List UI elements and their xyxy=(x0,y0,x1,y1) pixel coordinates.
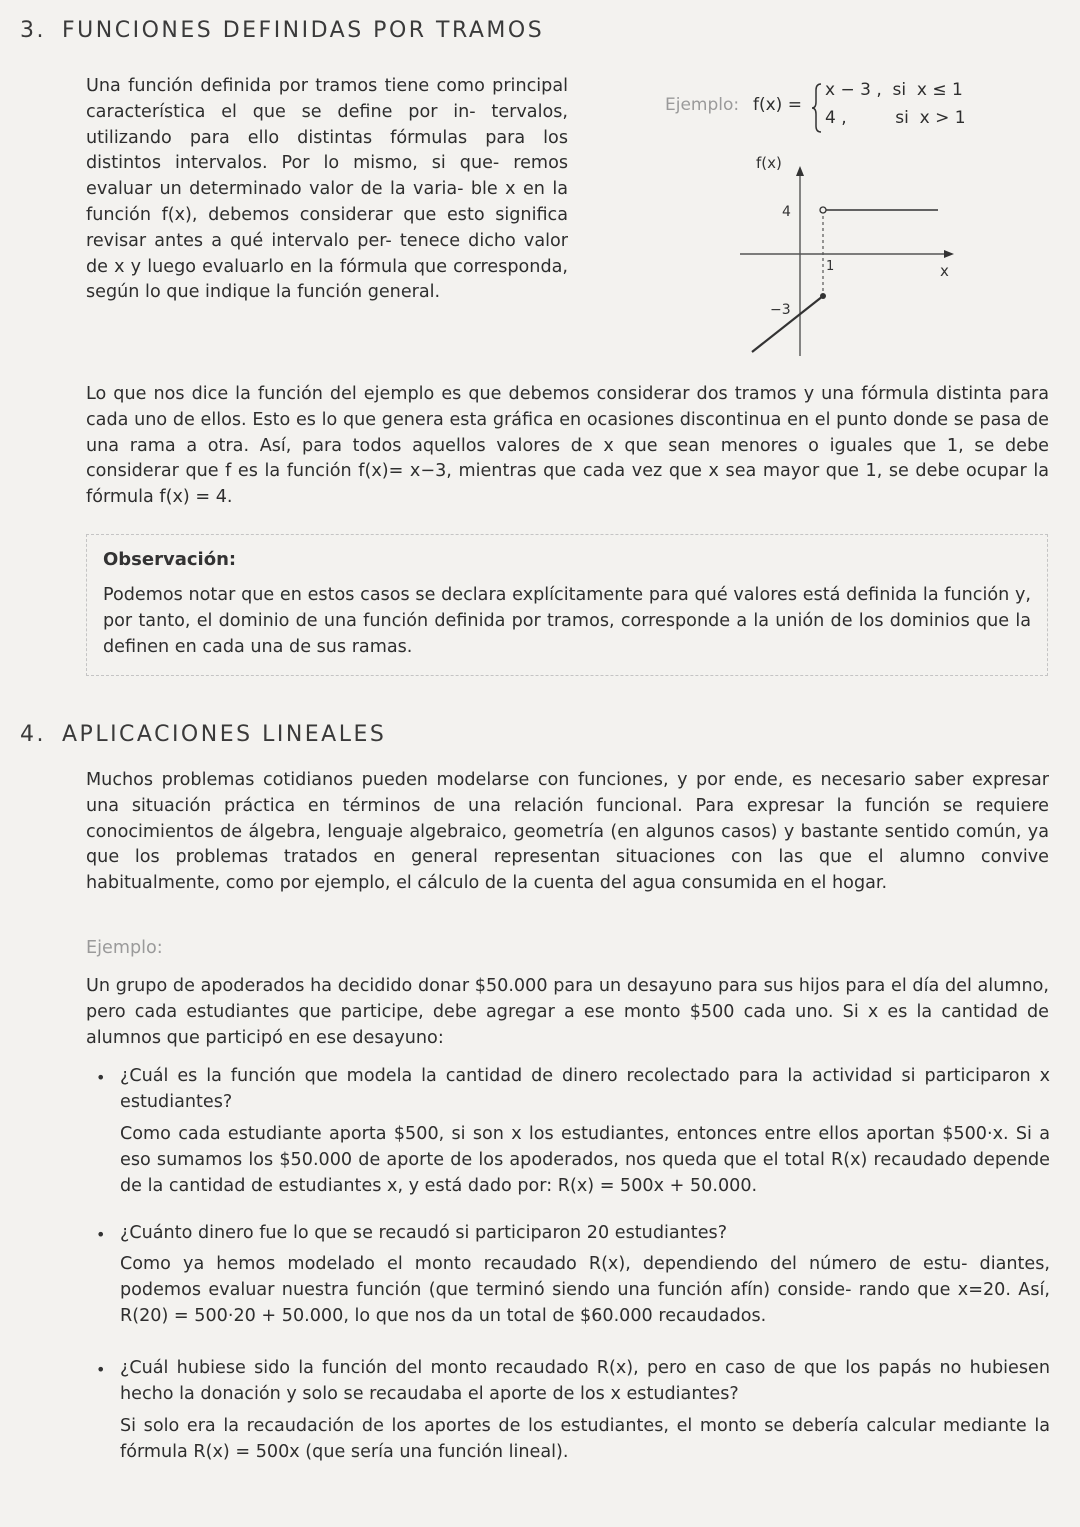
question-1: ¿Cuál es la función que modela la cantidad de dinero recolectado para la actividad si participaron x estudiantes? xyxy=(120,1066,1050,1112)
y-axis-label: f(x) xyxy=(756,154,782,172)
answer-1: Como cada estudiante aporta $500, si son x los estudiantes, entonces entre ellos aportan $500·x. Si a eso sumamos los $50.000 de aporte de los apoderados, nos queda que el total R(x) recaudado depende de la cantidad de estudiantes x, y está dado por: R(x) = 500x + 50.000. xyxy=(120,1124,1050,1196)
function-case-1: x − 3 , si x ≤ 1 xyxy=(825,80,963,100)
tick-x-1: 1 xyxy=(826,259,835,274)
x-axis-arrow-icon xyxy=(944,250,954,258)
section-4-heading xyxy=(20,722,386,747)
function-case-2: 4 , si x > 1 xyxy=(825,108,966,128)
answer-2: Como ya hemos modelado el monto recaudado R(x), dependiendo del número de estu- diantes, podemos evaluar nuestra función (que terminó siendo una función afín) conside- rando que x=20. Así, R(20) = 500·20 + 50.000, lo que nos da un total de $60.000 recaudados. xyxy=(120,1254,1050,1326)
bullet-1: • xyxy=(96,1068,106,1087)
observation-title: Observación: xyxy=(103,549,237,570)
answer-3: Si solo era la recaudación de los aportes de los estudiantes, el monto se debería calcular mediante la fórmula R(x) = 500x (que sería una función lineal). xyxy=(120,1416,1050,1462)
section-4-example-label: Ejemplo: xyxy=(86,938,163,958)
y-axis-arrow-icon xyxy=(796,166,804,176)
left-brace-icon xyxy=(811,82,823,134)
section-3-heading xyxy=(20,18,544,43)
section-4-title: APLICACIONES LINEALES xyxy=(62,722,387,747)
problem-statement: Un grupo de apoderados ha decidido donar $50.000 para un desayuno para sus hijos para el día del alumno, pero cada estudiantes que participe, debe agregar a ese monto $500 cada uno. Si x es la cantidad de alumnos que participó en ese desayuno: xyxy=(86,976,1049,1048)
section-3-explanation: Lo que nos dice la función del ejemplo es que debemos considerar dos tramos y una fórmula distinta para cada uno de ellos. Esto es lo que genera esta gráfica en ocasiones discontinua en el punto donde se pasa de una rama a otra. Así, para todos aquellos valores de x que sean menores o iguales que 1, se debe considerar que f es la función f(x)= x−3, mientras que cada vez que x sea mayor que 1, se debe ocupar la fórmula f(x) = 4. xyxy=(86,384,1049,508)
bullet-2: • xyxy=(96,1225,106,1244)
section-3-title: FUNCIONES DEFINIDAS POR TRAMOS xyxy=(62,18,545,43)
function-lhs: f(x) = xyxy=(753,95,802,115)
section-3-intro: Una función definida por tramos tiene como principal característica el que se define por in- tervalos, utilizando para ello distintas fórmulas para los distintos intervalos. Por lo mismo, si que- remos evaluar un determinado valor de la varia- ble x en la función f(x), debemos considerar que esto significa revisar antes a qué intervalo per- tenece dicho valor de x y luego evaluarlo en la fórmula que corresponda, según lo que indique la función general. xyxy=(86,76,568,303)
example-label: Ejemplo: xyxy=(665,95,740,115)
observation-text: Podemos notar que en estos casos se declara explícitamente para qué valores está definida la función y, por tanto, el dominio de una función definida por tramos, corresponde a la unión de los dominios que la definen en cada una de sus ramas. xyxy=(103,585,1031,657)
observation-box xyxy=(86,534,1048,676)
open-point xyxy=(820,207,826,213)
bullet-3: • xyxy=(96,1360,106,1379)
section-4-intro: Muchos problemas cotidianos pueden modelarse con funciones, y por ende, es necesario saber expresar una situación práctica en términos de una relación funcional. Para expresar la función se requiere conocimientos de álgebra, lenguaje algebraico, geometría (en algunos casos) y bastante sentido común, ya que los problemas tratados en general representan situaciones con las que el alumno convive habitualmente, como por ejemplo, el cálculo de la cuenta del agua consumida en el hogar. xyxy=(86,770,1049,894)
x-axis-label: x xyxy=(940,262,949,280)
question-2: ¿Cuánto dinero fue lo que se recaudó si participaron 20 estudiantes? xyxy=(120,1223,728,1243)
question-3: ¿Cuál hubiese sido la función del monto recaudado R(x), pero en caso de que los papás no hubiesen hecho la donación y solo se recaudaba el aporte de los x estudiantes? xyxy=(120,1358,1050,1404)
section-3-number: 3. xyxy=(20,18,46,43)
tick-y-minus-3: −3 xyxy=(770,302,791,318)
section-4-number: 4. xyxy=(20,722,46,747)
tick-y-4: 4 xyxy=(782,204,791,220)
piecewise-example xyxy=(665,78,985,138)
piecewise-graph xyxy=(740,150,970,360)
closed-point xyxy=(820,293,826,299)
